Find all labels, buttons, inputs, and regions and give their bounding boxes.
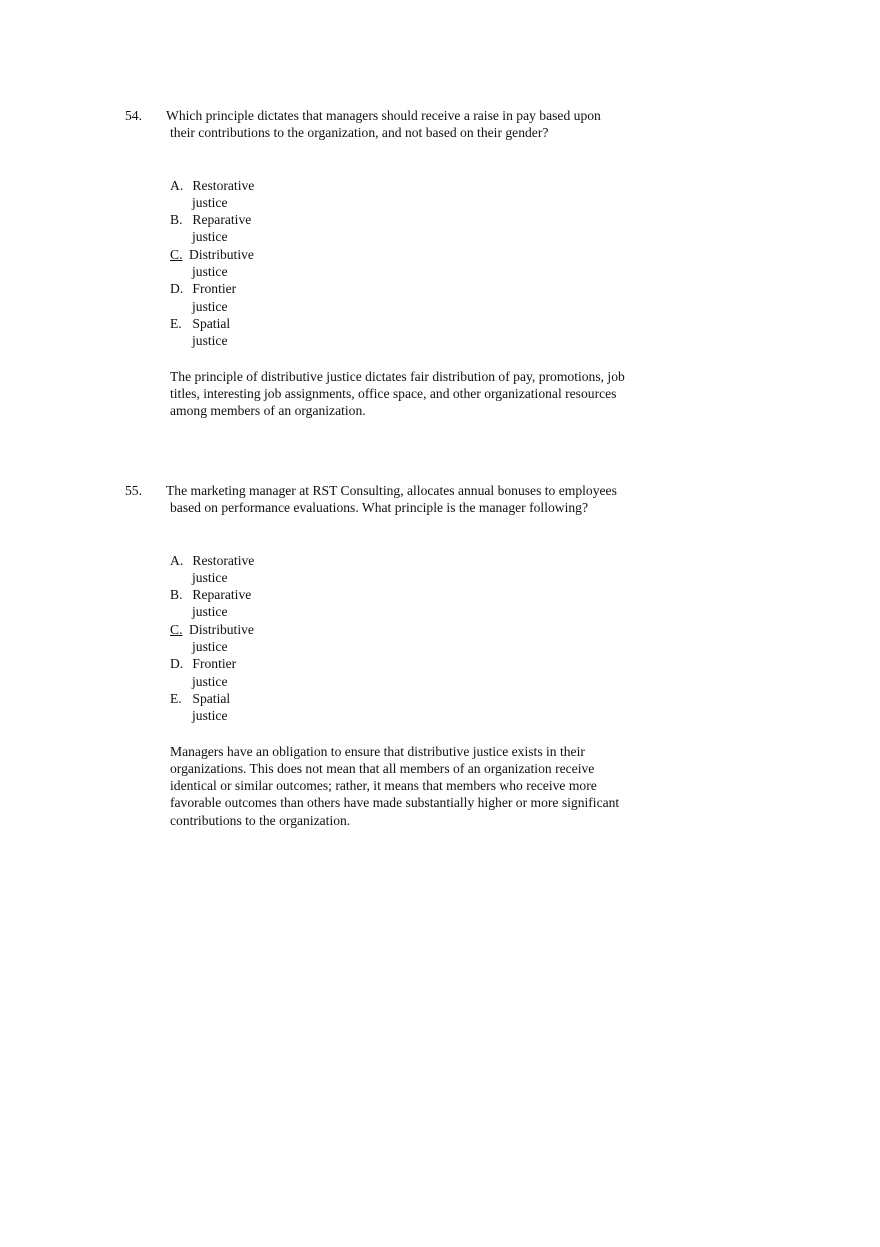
option-text: Spatial — [192, 690, 231, 706]
option-d — [170, 655, 290, 690]
question-number: 54. — [125, 108, 142, 123]
explanation-line: identical or similar outcomes; rather, it means that members who receive more — [170, 778, 597, 794]
option-text-cont: justice — [192, 229, 228, 245]
option-letter: E. — [170, 690, 182, 706]
option-letter-correct: C. — [170, 621, 183, 637]
option-text: Distributive — [189, 246, 254, 262]
question-stem-line: The marketing manager at RST Consulting, allocates annual bonuses to employees — [166, 483, 617, 498]
question-55 — [125, 482, 685, 829]
option-a — [170, 552, 290, 587]
explanation-line: The principle of distributive justice dictates fair distribution of pay, promotions, job — [170, 368, 625, 384]
option-text-cont: justice — [192, 264, 228, 280]
answer-explanation — [170, 743, 660, 829]
option-text-cont: justice — [192, 298, 228, 314]
explanation-line: favorable outcomes than others have made substantially higher or more significant — [170, 795, 620, 811]
explanation-line: contributions to the organization. — [170, 812, 351, 828]
question-stem-line: based on performance evaluations. What principle is the manager following? — [170, 500, 588, 516]
question-54 — [125, 107, 685, 419]
explanation-line: Managers have an obligation to ensure that distributive justice exists in their — [170, 743, 585, 759]
option-letter: D. — [170, 281, 184, 297]
option-a — [170, 177, 290, 212]
option-text-cont: justice — [192, 569, 228, 585]
option-letter: A. — [170, 552, 184, 568]
option-letter: E. — [170, 315, 182, 331]
explanation-line: among members of an organization. — [170, 403, 366, 419]
answer-options — [170, 552, 685, 725]
option-letter-correct: C. — [170, 246, 183, 262]
option-letter: B. — [170, 212, 183, 228]
option-b — [170, 211, 290, 246]
option-text: Frontier — [192, 281, 237, 297]
option-c-correct — [170, 246, 290, 281]
option-text-cont: justice — [192, 639, 228, 655]
question-stem-line: their contributions to the organization, and not based on their gender? — [170, 125, 549, 141]
answer-options — [170, 177, 685, 350]
explanation-line: titles, interesting job assignments, office space, and other organizational resources — [170, 385, 617, 401]
explanation-line: organizations. This does not mean that all members of an organization receive — [170, 760, 595, 776]
option-text: Restorative — [192, 177, 255, 193]
option-text-cont: justice — [192, 673, 228, 689]
option-text: Restorative — [192, 552, 255, 568]
option-d — [170, 280, 290, 315]
answer-explanation — [170, 368, 660, 420]
option-text-cont: justice — [192, 708, 228, 724]
option-e — [170, 315, 290, 350]
question-number: 55. — [125, 483, 142, 498]
option-text: Frontier — [192, 656, 237, 672]
question-stem — [125, 482, 685, 517]
question-stem-line: Which principle dictates that managers should receive a raise in pay based upon — [166, 108, 601, 123]
option-text-cont: justice — [192, 604, 228, 620]
option-letter: D. — [170, 656, 184, 672]
option-letter: B. — [170, 587, 183, 603]
option-text-cont: justice — [192, 194, 228, 210]
option-text: Spatial — [192, 315, 231, 331]
option-text: Reparative — [192, 212, 252, 228]
option-text: Reparative — [192, 587, 252, 603]
option-letter: A. — [170, 177, 184, 193]
option-text-cont: justice — [192, 333, 228, 349]
option-b — [170, 586, 290, 621]
option-c-correct — [170, 621, 290, 656]
question-stem — [125, 107, 685, 142]
option-text: Distributive — [189, 621, 254, 637]
option-e — [170, 690, 290, 725]
